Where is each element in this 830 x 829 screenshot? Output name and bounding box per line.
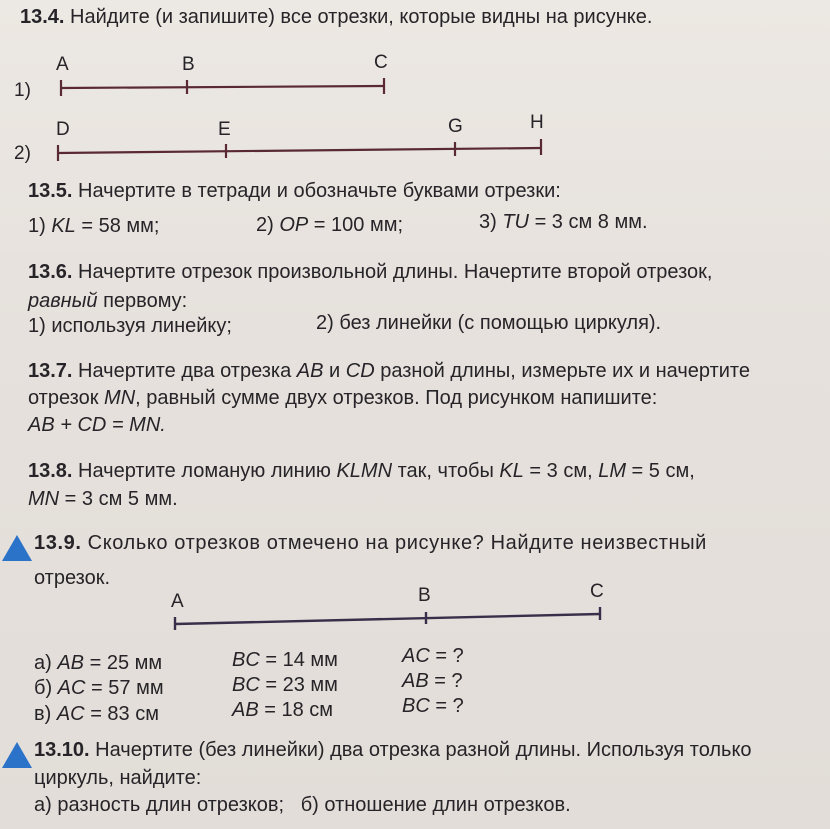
problem-13-9-row-c-col-2 — [232, 698, 333, 722]
text-part: = 3 см, — [523, 460, 599, 482]
point-label-a: A — [171, 591, 184, 612]
problem-text: Начертите (без линейки) два отрезка разной длины. Используя только — [95, 739, 752, 761]
point-label-e: E — [218, 119, 231, 140]
value: = 14 мм — [259, 649, 338, 671]
value: = 18 см — [258, 699, 334, 721]
point-label-h: H — [530, 112, 544, 133]
value: = 57 мм — [85, 677, 164, 699]
value: = 23 мм — [259, 674, 338, 696]
line-text: первому: — [97, 290, 188, 312]
problem-number: 13.8. — [28, 460, 73, 482]
problem-number: 13.4. — [20, 6, 65, 28]
row-prefix: в) — [34, 703, 57, 725]
variable: AB — [57, 652, 85, 674]
point-label-d: D — [56, 119, 70, 140]
point-label-c: C — [374, 52, 388, 73]
text-part: так, чтобы — [392, 460, 500, 482]
problem-13-6-option-2: 2) без линейки (с помощью циркуля). — [316, 312, 662, 334]
problem-13-10-heading — [34, 738, 752, 762]
variable: AB — [232, 699, 259, 721]
point-label-c: C — [590, 581, 604, 602]
point-label-g: G — [448, 116, 463, 137]
item-variable: KL — [51, 215, 76, 237]
variable: AB — [296, 360, 324, 382]
text-part: , равный сумме двух отрезков. Под рисунком напишите: — [135, 387, 658, 409]
item-prefix: 3) — [479, 211, 503, 233]
row-prefix: б) — [34, 677, 58, 699]
italic-word: равный — [28, 290, 98, 312]
variable: AC — [57, 677, 86, 699]
problem-13-7-formula: AB + CD = MN. — [28, 414, 166, 436]
problem-number: 13.9. — [34, 532, 82, 554]
value: = 25 мм — [84, 652, 163, 674]
text-part: = 3 см 5 мм. — [59, 488, 178, 510]
item-value: = 58 мм; — [75, 215, 160, 237]
problem-number: 13.5. — [28, 180, 73, 202]
problem-text: Начертите отрезок произвольной длины. Начертите второй отрезок, — [78, 261, 713, 283]
problem-13-9-row-a-col-3 — [402, 644, 464, 668]
text-part: отрезок — [28, 387, 105, 409]
variable: KLMN — [336, 460, 393, 482]
difficulty-triangle-icon — [2, 742, 32, 768]
variable: AC — [56, 703, 85, 725]
problem-number: 13.6. — [28, 261, 73, 283]
item-variable: TU — [502, 211, 530, 233]
variable: BC — [402, 695, 430, 717]
text-part: = 5 см, — [626, 460, 695, 482]
variable: LM — [598, 460, 626, 482]
problem-13-9-row-a-col-2 — [232, 648, 338, 672]
item-value: = 100 мм; — [308, 214, 404, 236]
value: = ? — [429, 645, 464, 667]
problem-13-9-row-c-col-3 — [402, 694, 464, 718]
problem-number: 13.7. — [28, 360, 73, 382]
variable: MN — [104, 387, 136, 409]
problem-13-9-row-b-col-2 — [232, 673, 338, 697]
item-prefix: 1) — [28, 215, 52, 237]
text-part: и — [323, 360, 346, 382]
problem-13-9-row-b-col-3 — [402, 669, 463, 693]
value: = ? — [428, 670, 463, 692]
variable: AB — [402, 670, 429, 692]
text-part: разной длины, измерьте их и начертите — [374, 360, 750, 382]
variable: MN — [28, 488, 60, 510]
problem-13-9-line-2: отрезок. — [34, 567, 111, 589]
point-label-a: A — [56, 54, 69, 75]
text-part: Начертите два отрезка — [78, 360, 297, 382]
variable: CD — [345, 360, 375, 382]
problem-13-9-row-a-col-1 — [34, 651, 162, 675]
problem-text: Начертите в тетради и обозначьте буквами отрезки: — [78, 180, 561, 202]
problem-13-10-line-2: циркуль, найдите: — [34, 767, 202, 789]
problem-13-10-line-3: а) разность длин отрезков; б) отношение длин отрезков. — [34, 794, 571, 816]
item-prefix: 2) — [256, 214, 280, 236]
row-prefix: а) — [34, 652, 58, 674]
problem-13-6-option-1: 1) используя линейку; — [28, 315, 232, 337]
variable: KL — [499, 460, 524, 482]
problem-13-9-row-b-col-1 — [34, 676, 164, 700]
figure-2-index: 2) — [14, 143, 31, 164]
item-value: = 3 см 8 мм. — [529, 211, 648, 233]
value: = 83 см — [84, 703, 159, 725]
variable: AC — [402, 645, 430, 667]
variable: BC — [232, 649, 260, 671]
point-label-b: B — [182, 54, 195, 75]
point-label-b: B — [418, 585, 431, 606]
variable: BC — [232, 674, 260, 696]
item-variable: OP — [279, 214, 309, 236]
figure-1-index: 1) — [14, 80, 31, 101]
problem-text: Найдите (и запишите) все отрезки, которые видны на рисунке. — [70, 6, 653, 28]
text-part: Начертите ломаную линию — [78, 460, 337, 482]
problem-13-9-row-c-col-1 — [34, 702, 159, 726]
problem-number: 13.10. — [34, 739, 90, 761]
value: = ? — [429, 695, 464, 717]
problem-text: Сколько отрезков отмечено на рисунке? Найдите неизвестный — [87, 532, 707, 554]
